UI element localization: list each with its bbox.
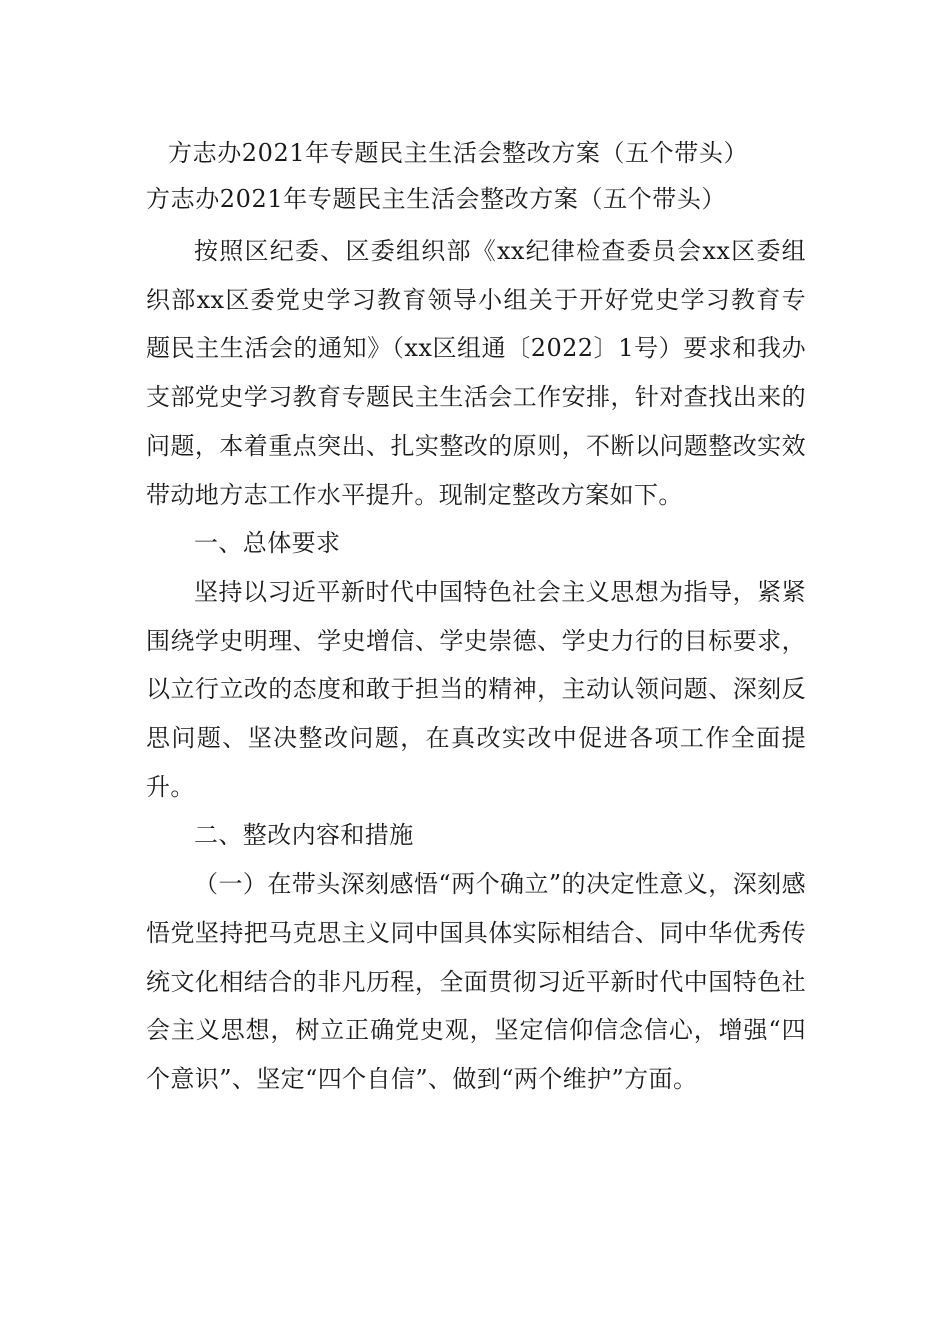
section-heading-general-requirements: 一、总体要求 [194, 529, 341, 558]
document-subtitle: 方志办2021年专题民主生活会整改方案（五个带头） [146, 185, 727, 213]
document-title: 方志办2021年专题民主生活会整改方案（五个带头） [168, 139, 749, 167]
intro-paragraph: 按照区纪委、区委组织部《xx纪律检查委员会xx区委组织部xx区委党史学习教育领导小组关于开好党史学习教育专题民主生活会的通知》（xx区组通〔2022〕1号）要求和我办支部党史学习教育专题民主生活会工作安排，针对查找出来的问题，本着重点突出、扎实整改的原则，不断以问题整改实效带动地方志工作水平提升。现制定整改方案如下。 [146, 237, 806, 509]
measure-item-1-paragraph: （一）在带头深刻感悟“两个确立”的决定性意义，深刻感悟党坚持把马克思主义同中国具体实际相结合、同中华优秀传统文化相结合的非凡历程，全面贯彻习近平新时代中国特色社会主义思想，树立正确党史观，坚定信仰信念信心，增强“四个意识”、坚定“四个自信”、做到“两个维护”方面。 [146, 870, 806, 1093]
document-body [146, 227, 806, 1104]
section-heading-rectification-measures: 二、整改内容和措施 [194, 821, 414, 850]
general-requirements-paragraph: 坚持以习近平新时代中国特色社会主义思想为指导，紧紧围绕学史明理、学史增信、学史崇德、学史力行的目标要求，以立行立改的态度和敢于担当的精神，主动认领问题、深刻反思问题、坚决整改问题，在真改实改中促进各项工作全面提升。 [146, 577, 806, 801]
